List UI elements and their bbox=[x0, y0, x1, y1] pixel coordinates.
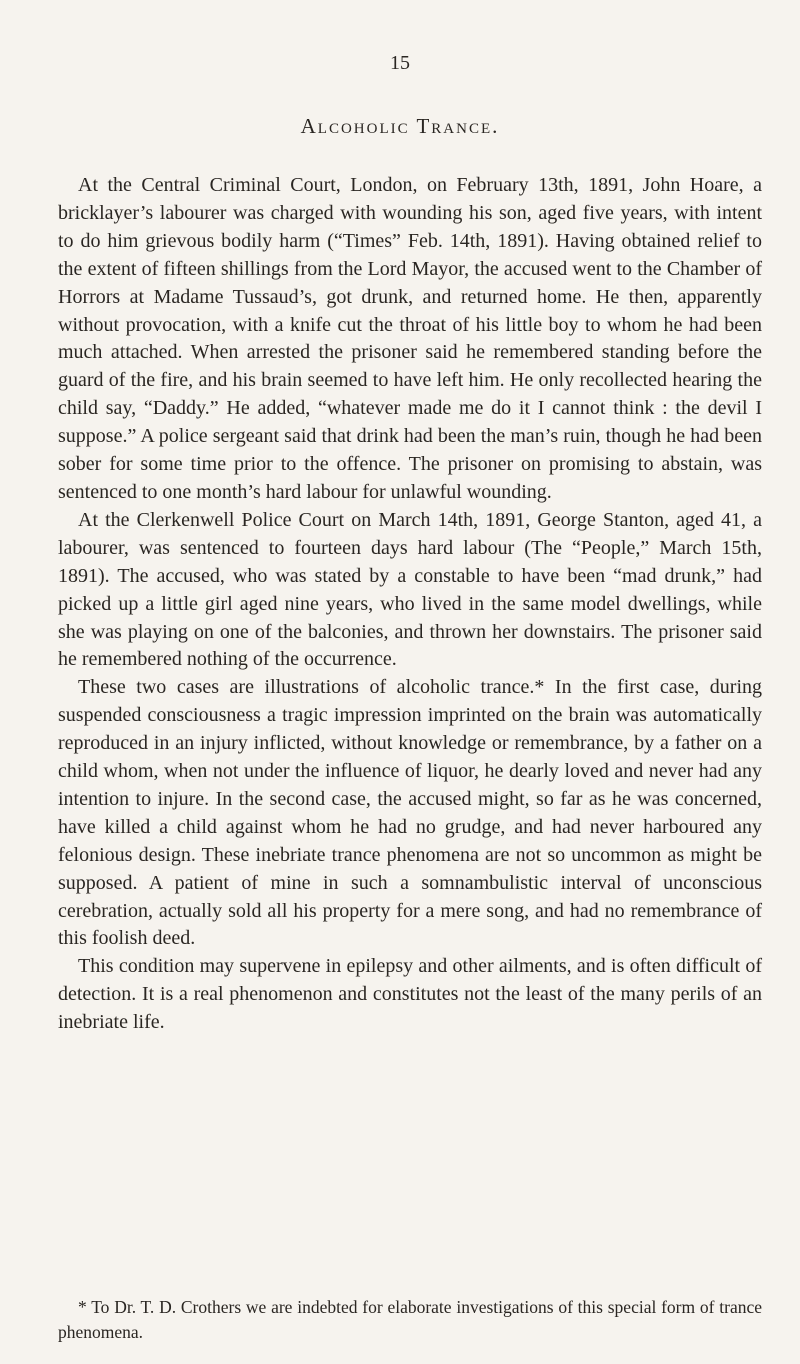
body-text bbox=[58, 172, 762, 1037]
paragraph: At the Central Criminal Court, London, on February 13th, 1891, John Hoare, a bricklayer’s labourer was charged with wounding his son, aged five years, with intent to do him grievous bodily harm (“Times” Feb. 14th, 1891). Having obtained relief to the extent of fifteen shillings from the Lord Mayor, the accused went to the Chamber of Horrors at Madame Tussaud’s, got drunk, and returned home. He then, apparently without provocation, with a knife cut the throat of his little boy to whom he had been much attached. When arrested the prisoner said he remembered standing before the guard of the fire, and his brain seemed to have left him. He only recollected hearing the child say, “Daddy.” He added, “whatever made me do it I cannot think : the devil I suppose.” A police sergeant said that drink had been the man’s ruin, though he had been sober for some time prior to the offence. The prisoner on promising to abstain, was sentenced to one month’s hard labour for unlawful wounding. bbox=[58, 174, 762, 503]
paragraph: At the Clerkenwell Police Court on March 14th, 1891, George Stanton, aged 41, a labourer, was sentenced to fourteen days hard labour (The “People,” March 15th, 1891). The accused, who was stated by a constable to have been “mad drunk,” had picked up a little girl aged nine years, who lived in the same model dwellings, while she was playing on one of the balconies, and thrown her downstairs. The prisoner said he remembered nothing of the occurrence. bbox=[58, 508, 762, 671]
chapter-title: Alcoholic Trance. bbox=[300, 114, 500, 138]
page-number: 15 bbox=[390, 52, 410, 74]
paragraph: This condition may supervene in epilepsy and other ailments, and is often difficult of detection. It is a real phenomenon and constitutes not the least of the many perils of an inebriate life. bbox=[58, 955, 762, 1034]
paragraph: These two cases are illustrations of alcoholic trance.* In the first case, during suspended consciousness a tragic impression imprinted on the brain was automatically reproduced in an injury inflicted, without knowledge or remembrance, by a father on a child whom, when not under the influence of liquor, he dearly loved and never had any intention to injure. In the second case, the accused might, so far as he was concerned, have killed a child against whom he had no grudge, and had never harboured any felonious design. These inebriate trance phenomena are not so uncommon as might be supposed. A patient of mine in such a somnambulistic interval of unconscious cerebration, actually sold all his property for a mere song, and had no remembrance of this foolish deed. bbox=[58, 676, 762, 950]
footnote: * To Dr. T. D. Crothers we are indebted for elaborate investigations of this special form of trance phenomena. bbox=[58, 1297, 762, 1342]
